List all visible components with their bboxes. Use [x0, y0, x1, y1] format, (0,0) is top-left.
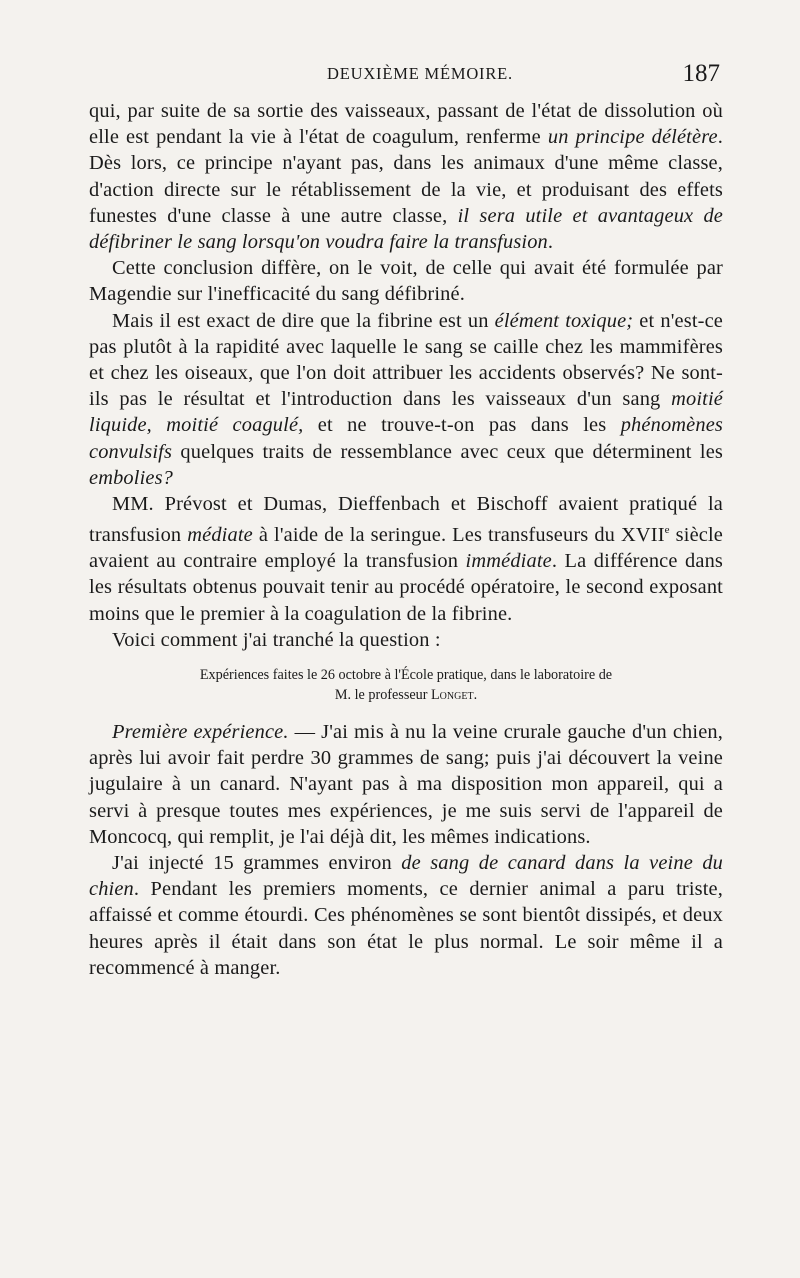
- text-run: Mais il est exact de dire que la fibrine est un: [112, 309, 495, 332]
- page-number: 187: [682, 60, 720, 87]
- body-text: [89, 98, 723, 981]
- text-run: siècle avaient au contraire employé la transfusion: [89, 524, 723, 573]
- paragraph-2: Cette conclusion diffère, on le voit, de celle qui avait été formulée par Magendie sur l'inefficacité du sang défibriné.: [89, 257, 723, 306]
- century-superscript: e: [664, 524, 670, 537]
- text-run: J'ai injecté 15 grammes environ: [112, 852, 402, 875]
- italic-run: médiate: [187, 524, 253, 547]
- text-run: et n'est-ce pas plutôt à la rapidité avec laquelle le sang se caille chez les mammifères et chez les oiseaux, que l'on doit attribuer les accidents observés? Ne sont-ils pas le résultat et l'introduction dans les vaisseaux d'un sang: [89, 309, 723, 411]
- italic-run: de sang de canard dans la veine du chien: [89, 852, 724, 901]
- paragraph-6: [89, 719, 723, 850]
- experiment-note: [89, 665, 723, 705]
- text-run: . La différence dans les résultats obtenus pouvait tenir au procédé opératoire, le second exposant moins que le premier à la coagulation de la fibrine.: [89, 550, 723, 625]
- italic-run: immédiate: [465, 550, 552, 573]
- italic-run: moitié liquide, moitié coagulé,: [89, 388, 723, 437]
- experiment-title: Première expérience.: [112, 721, 289, 744]
- century-numeral: XVII: [621, 524, 665, 547]
- text-run: à l'aide de la seringue. Les transfuseurs du: [252, 524, 622, 547]
- paragraph-4: [89, 491, 723, 627]
- italic-run: embolies?: [89, 466, 174, 489]
- note-line-2: M. le professeur: [334, 687, 432, 704]
- italic-run: phénomènes convulsifs: [89, 414, 723, 463]
- running-head: DEUXIÈME MÉMOIRE.: [327, 64, 513, 83]
- paragraph-1: [89, 98, 723, 255]
- paragraph-3: [89, 308, 723, 491]
- note-punctuation: .: [473, 687, 478, 704]
- text-run: . Dès lors, ce principe n'ayant pas, dans les animaux d'une même classe, d'action directe sur le rétablissement de la vie, et produisant des effets funestes d'une classe à une autre classe,: [89, 126, 723, 227]
- text-run: .: [547, 231, 554, 254]
- note-line-1: Expériences faites le 26 octobre à l'École pratique, dans le laboratoire de: [199, 667, 613, 684]
- text-run: MM. Prévost et Dumas, Dieffenbach et Bischoff avaient pratiqué la transfusion: [89, 493, 723, 547]
- note-professor-name: Longet: [431, 687, 474, 704]
- italic-run: élément toxique;: [494, 309, 634, 332]
- text-run: quelques traits de ressemblance avec ceux que déterminent les: [172, 440, 723, 463]
- italic-run: il sera utile et avantageux de défibriner le sang lorsqu'on voudra faire la transfusion: [89, 204, 723, 254]
- text-run: qui, par suite de sa sortie des vaisseaux, passant de l'état de dissolution où elle est pendant la vie à l'état de coagulum, renferme: [89, 100, 723, 149]
- text-run: — J'ai mis à nu la veine crurale gauche d'un chien, après lui avoir fait perdre 30 grammes de sang; puis j'ai découvert la veine jugulaire à un canard. N'ayant pas à ma disposition mon appareil, qui a servi à presque toutes mes expériences, je me suis servi de l'appareil de Moncocq, qui remplit, je l'ai déjà dit, les mêmes indications.: [89, 721, 723, 848]
- text-run: et ne trouve-t-on pas dans les: [303, 414, 621, 437]
- paragraph-5: Voici comment j'ai tranché la question :: [112, 628, 441, 651]
- text-run: . Pendant les premiers moments, ce dernier animal a paru triste, affaissé et comme étourdi. Ces phénomènes se sont bientôt dissipés, et deux heures après il était dans son état le plus normal. Le soir même il a recommencé à manger.: [89, 878, 723, 979]
- italic-run: un principe délétère: [547, 126, 718, 149]
- page-header: [0, 62, 800, 92]
- paragraph-7: [89, 850, 723, 981]
